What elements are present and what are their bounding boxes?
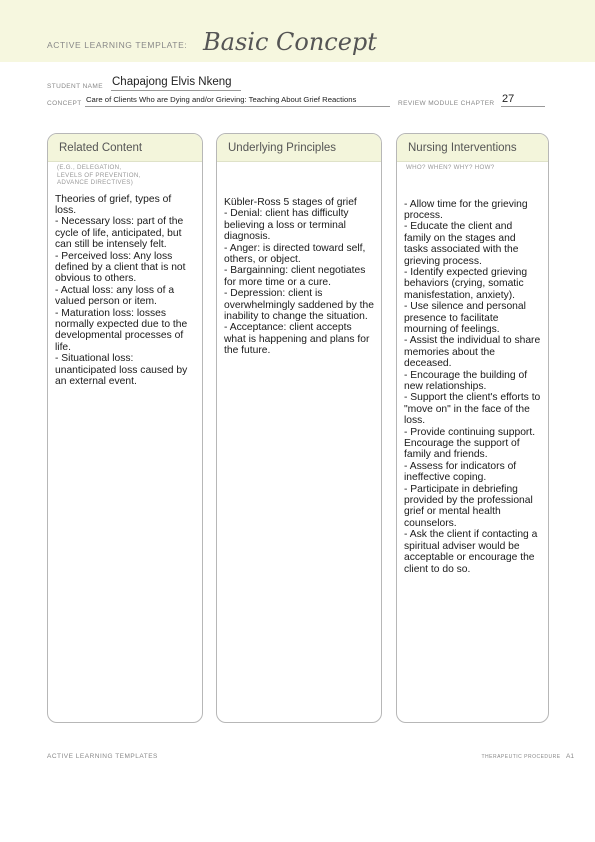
interventions-line: - Identify expected grieving behaviors (crying, somatic manisfestation, anxiety). bbox=[404, 266, 528, 301]
interventions-line: - Encourage the building of new relationships. bbox=[404, 369, 528, 392]
interventions-line: - Assess for indicators of ineffective coping. bbox=[404, 460, 517, 484]
related-sub-line: ADVANCE DIRECTIVES) bbox=[57, 179, 134, 186]
review-module-underline bbox=[501, 106, 545, 107]
underlying-principles-body[interactable] bbox=[217, 162, 381, 357]
nursing-interventions-box bbox=[396, 133, 549, 723]
related-content-subtitle bbox=[48, 162, 202, 187]
interventions-line: - Participate in debriefing provided by the professional grief or mental health counselors. bbox=[404, 483, 533, 529]
related-line: - Maturation loss: losses normally expected due to the developmental processes of life. bbox=[55, 307, 188, 353]
related-line: - Perceived loss: Any loss defined by a client that is not obvious to others. bbox=[55, 250, 186, 285]
principles-line: - Anger: is directed toward self, others, or object. bbox=[224, 242, 366, 266]
template-label: ACTIVE LEARNING TEMPLATE: bbox=[47, 40, 188, 50]
template-title: Basic Concept bbox=[203, 28, 377, 56]
concept-value[interactable]: Care of Clients Who are Dying and/or Grieving: Teaching About Grief Reactions bbox=[86, 95, 357, 104]
related-line: - Actual loss: any loss of a valued person or item. bbox=[55, 284, 175, 308]
related-sub-line: LEVELS OF PREVENTION, bbox=[57, 171, 141, 179]
interventions-line: - Educate the client and family on the stages and tasks associated with the grieving process. bbox=[404, 221, 519, 267]
related-line: - Necessary loss: part of the cycle of life, anticipated, but can still be intensely felt. bbox=[55, 216, 184, 251]
nursing-interventions-title: Nursing Interventions bbox=[408, 142, 517, 154]
related-sub-line: (E.G., DELEGATION, bbox=[57, 164, 122, 171]
interventions-line: - Assist the individual to share memories about the deceased. bbox=[404, 335, 541, 370]
related-content-box bbox=[47, 133, 203, 723]
underlying-principles-header bbox=[217, 134, 381, 162]
nursing-interventions-subtitle bbox=[397, 162, 548, 172]
principles-line: - Depression: client is overwhelmingly saddened by the inability to change the situation. bbox=[224, 288, 374, 323]
student-name-label: STUDENT NAME bbox=[47, 83, 103, 90]
student-name-value[interactable]: Chapajong Elvis Nkeng bbox=[112, 76, 232, 88]
related-content-header bbox=[48, 134, 202, 162]
related-content-title: Related Content bbox=[59, 142, 143, 154]
student-name-underline bbox=[111, 90, 241, 91]
footer-procedure-label: THERAPEUTIC PROCEDURE bbox=[481, 754, 561, 760]
principles-line: - Denial: client has difficulty believing a loss or terminal diagnosis. bbox=[224, 208, 349, 243]
underlying-principles-title: Underlying Principles bbox=[228, 142, 337, 154]
nursing-interventions-header bbox=[397, 134, 548, 162]
related-content-body[interactable] bbox=[48, 187, 202, 388]
interventions-line: - Support the client's efforts to "move on" in the face of the loss. bbox=[404, 392, 541, 427]
review-module-label: REVIEW MODULE CHAPTER bbox=[398, 100, 495, 107]
principles-line: - Bargainning: client negotiates for more time or a cure. bbox=[224, 265, 366, 288]
interventions-line: - Use silence and personal presence to facilitate mourning of feelings. bbox=[404, 301, 526, 335]
related-line: - Situational loss: unanticipated loss caused by an external event. bbox=[55, 353, 188, 387]
footer-code: A1 bbox=[566, 753, 574, 760]
concept-underline bbox=[85, 106, 390, 107]
interventions-sub-line: WHO? WHEN? WHY? HOW? bbox=[406, 164, 495, 171]
underlying-principles-box bbox=[216, 133, 382, 723]
review-module-chapter-value[interactable]: 27 bbox=[502, 93, 515, 105]
footer-right bbox=[481, 753, 574, 760]
footer-left: ACTIVE LEARNING TEMPLATES bbox=[47, 753, 158, 760]
interventions-line: - Provide continuing support. Encourage the support of family and friends. bbox=[404, 426, 536, 461]
principles-line: Kübler-Ross 5 stages of grief bbox=[224, 197, 357, 208]
nursing-interventions-body[interactable] bbox=[397, 172, 548, 575]
interventions-line: - Allow time for the grieving process. bbox=[404, 198, 528, 221]
principles-line: - Acceptance: client accepts what is happening and plans for the future. bbox=[224, 322, 370, 357]
related-line: Theories of grief, types of loss. bbox=[55, 193, 172, 216]
interventions-line: - Ask the client if contacting a spiritual adviser would be acceptable or encourage the client to do so. bbox=[404, 529, 538, 575]
concept-label: CONCEPT bbox=[47, 100, 82, 107]
